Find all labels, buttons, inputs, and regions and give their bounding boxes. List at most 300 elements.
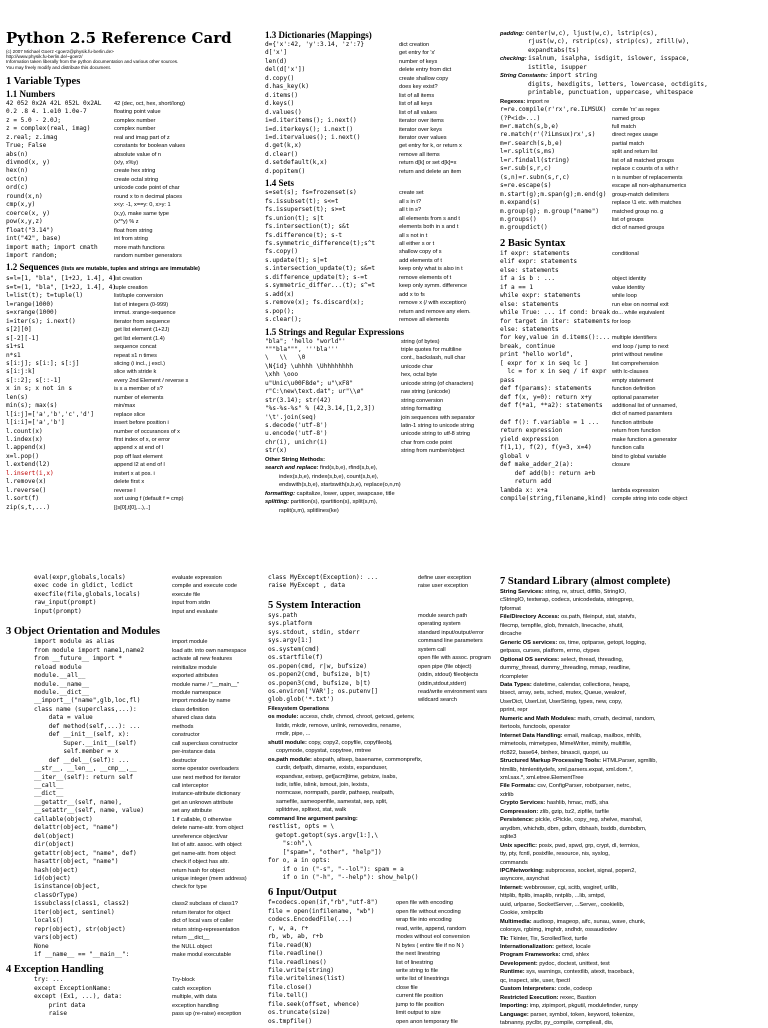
description-cell: empty statement (612, 377, 654, 384)
table-row (265, 397, 497, 405)
table-row (265, 338, 497, 346)
description-cell: matched group no. g (612, 208, 664, 215)
description-cell: pass up (re-raise) exception (172, 1011, 242, 1018)
description-cell: real and imag part of z (114, 134, 170, 141)
list-item: Persistence: pickle, cPickle, copy_reg, shelve, marshal, (500, 817, 643, 824)
code-cell: \xhh \ooo (265, 371, 299, 379)
code-cell: if a == 1 (500, 283, 534, 291)
description-cell: object identity (612, 276, 647, 283)
description-cell: cont., backslash, null char (401, 355, 466, 362)
table-row (6, 301, 264, 309)
code-cell: for target in iter: statements (500, 317, 611, 325)
description-cell: tuple creation (114, 284, 148, 291)
eval-table (34, 574, 266, 616)
code-cell: d.clear() (265, 150, 299, 158)
code-cell: elif expr: statements (500, 258, 578, 266)
code-cell: str(x) (265, 447, 288, 455)
code-cell: s.remove(x); fs.discard(x); (265, 299, 365, 307)
list-item: Custom Interpreters: code, codeop (500, 986, 593, 993)
table-row (500, 487, 764, 495)
description-cell: append x at end of l (114, 445, 164, 452)
code-cell: os.popen(cmd, r|w, bufsize) (268, 662, 368, 670)
table-row (500, 410, 764, 418)
description-cell: evaluate expression (172, 575, 222, 581)
page-title: Python 2.5 Reference Card (6, 29, 232, 47)
table-row (265, 126, 497, 134)
list-item: Data Types: datetime, calendar, collections, heapq, (500, 681, 631, 688)
formatting-methods: formatting: capitalize, lower, upper, swapcase, title (265, 490, 395, 497)
description-cell: hex, octal byte (401, 372, 438, 379)
table-row (6, 461, 264, 469)
description-cell: every 2nd Element / reverse s (114, 377, 189, 384)
code-cell: d.get(k,x) (265, 142, 302, 150)
description-cell: number of elements (114, 394, 164, 401)
code-cell: l=r.split(s,ms) (500, 148, 556, 156)
description-cell: unicode string to utf-8 string (401, 431, 471, 438)
code-cell: d.values() (265, 108, 302, 116)
search-and-replace: search and replace: find(s,b,e), rfind(s,b,e), (265, 465, 378, 472)
code-cell: while expr: statements (500, 292, 581, 300)
code-cell: raise (34, 1010, 68, 1018)
description-cell: pop off last element (114, 453, 163, 460)
code-cell: def f(x, y=0): return x+y (500, 393, 592, 401)
table-row (6, 377, 264, 385)
table-row (34, 599, 266, 607)
table-row (500, 461, 764, 469)
table-row (34, 833, 266, 841)
copyright-notes: (c) 2007 Michael Goerz <goerz@physik.fu-berlin.de> http://www.physik.fu-berlin.de/~goerz/ Information taken liberally from the python documentation and various other sources. You may freely modify and distribute this document. (6, 49, 179, 70)
list-item: checking: isalnum, isalpha, isdigit, islower, isspace, (500, 55, 690, 63)
table-row (265, 316, 497, 324)
table-row (34, 816, 266, 824)
description-cell: unicode string (of characters) (401, 380, 474, 387)
description-cell: function attribute (612, 419, 654, 426)
table-row (500, 334, 764, 342)
table-row (268, 1001, 498, 1009)
code-cell: os.environ['VAR']; os.putenv[] (268, 687, 379, 695)
code-cell: r=re.compile(r'rx',re.ILMSUX) (500, 106, 607, 114)
table-row (268, 582, 498, 590)
code-cell: data = value (34, 714, 93, 722)
code-cell: pow(x,y,z) (6, 218, 43, 226)
code-cell: import random; (6, 251, 58, 259)
code-line: getopt.getopt(sys.argv[1:],\ (268, 831, 379, 839)
class-table (268, 574, 498, 591)
description-cell: all s in t? (399, 198, 422, 205)
description-cell: bind to global variable (612, 453, 667, 460)
table-row (6, 470, 264, 478)
list-item: Development: pydoc, doctest, unittest, test (500, 960, 610, 967)
table-row (6, 117, 264, 125)
description-cell: complex number (114, 117, 156, 124)
description-cell: return and remove any elem. (399, 308, 471, 315)
description-cell: the NULL object (172, 943, 212, 950)
code-line: "s:oh",\ (268, 840, 313, 848)
table-row (34, 723, 266, 731)
table-row (268, 933, 498, 941)
description-cell: get name-attr. from object (172, 850, 236, 857)
code-cell: os.tmpfile() (268, 1017, 313, 1025)
description-cell: wildcard search (418, 697, 457, 704)
code-cell: dir(object) (34, 841, 75, 849)
table-row (6, 159, 264, 167)
code-cell: oct(n) (6, 175, 29, 183)
code-line: if o in ("-s", "--lol"): spam = a (268, 865, 404, 873)
code-cell: s.add(x) (265, 290, 295, 298)
description-cell: string conversion (401, 397, 444, 404)
description-cell: the next linestring (396, 951, 440, 958)
table-row (265, 109, 497, 117)
code-cell: len(s) (6, 393, 29, 401)
table-row (34, 655, 266, 663)
code-cell: lambda x: x+a (500, 486, 548, 494)
table-row (265, 430, 497, 438)
code-cell: file.write(string) (268, 967, 335, 975)
code-cell: print data (34, 1001, 86, 1009)
table-row (6, 335, 264, 343)
table-row (6, 385, 264, 393)
code-cell: file.readline() (268, 950, 324, 958)
description-cell: activate all new features (172, 656, 233, 663)
code-cell: import module as alias (34, 638, 115, 646)
table-row (34, 850, 266, 858)
code-cell: file.seek(offset, whence) (268, 1000, 360, 1008)
code-cell: str(3.14); str(42) (265, 396, 332, 404)
description-cell: dict of local vars of caller (172, 918, 234, 925)
table-row (34, 638, 266, 646)
description-cell: constructor (172, 732, 200, 739)
list-item: tty, pty, fcntl, posixfile, resource, nis, syslog, (500, 851, 610, 858)
list-item: istitle, isupper (528, 63, 587, 71)
table-row (34, 985, 266, 993)
code-cell: execfile(file,globals,locals) (34, 590, 141, 598)
code-cell: else: statements (500, 300, 559, 308)
list-item: printable, punctuation, uppercase, whitespace (528, 89, 694, 97)
code-cell: hex(n) (6, 167, 29, 175)
description-cell: catch exception (172, 985, 211, 992)
code-cell: locals() (34, 917, 64, 925)
splitting-methods: splitting: partition(s), rpartition(s), split(s,m), (265, 499, 378, 506)
description-cell: set any attribute (172, 808, 212, 815)
description-cell: make modul executable (172, 952, 232, 959)
code-cell: d.setdefault(k,x) (265, 159, 328, 167)
description-cell: all t in s? (399, 207, 422, 214)
description-cell: multiple identifiers (612, 335, 657, 342)
table-row (265, 151, 497, 159)
code-cell: m=r.match(s,b,e) (500, 122, 559, 130)
description-cell: for loop (612, 318, 631, 325)
description-cell: unicode char (401, 363, 434, 370)
description-cell: does key exist? (399, 84, 438, 91)
table-row (265, 282, 497, 290)
code-cell: [ expr for x in seq lc ] (500, 359, 589, 367)
table-row (6, 275, 264, 283)
code-cell: m=r.search(s,b,e) (500, 139, 563, 147)
description-cell: with lc-clauses (612, 369, 649, 376)
description-cell: check for type (172, 884, 207, 891)
description-cell: limit output to size (396, 1010, 441, 1017)
list-item: httplib, ftplib, imaplib, nntplib, ...lib, smtpd, (500, 893, 606, 900)
description-cell: close file (396, 984, 418, 991)
table-row (34, 574, 266, 582)
code-cell: lc = for x in seq / if expr (500, 368, 607, 376)
table-row (6, 210, 264, 218)
description-cell: (x**y) % z (114, 219, 139, 226)
section-dictionaries: 1.3 Dictionaries (Mappings) (265, 30, 372, 40)
list-item: Numeric and Math Modules: math, cmath, decimal, random, (500, 715, 656, 722)
section-sets: 1.4 Sets (265, 178, 294, 189)
description-cell: unreference object/var (172, 833, 228, 840)
table-row (268, 942, 498, 950)
table-row (34, 782, 266, 790)
list-item: filecmp, tempfile, glob, fnmatch, linecache, shutil, (500, 622, 624, 629)
section-basic-syntax: 2 Basic Syntax (500, 237, 566, 249)
table-row (500, 318, 764, 326)
code-cell: coerce(x, y) (6, 209, 51, 217)
description-cell: iterator over items (399, 118, 444, 125)
code-cell: module.__name__ (34, 680, 90, 688)
table-row (34, 900, 266, 908)
list-item: dummy_thread, dummy_threading, mmap, readline, (500, 665, 631, 672)
code-cell: u"Unic\u00F8de"; u"\xF8" (265, 379, 354, 387)
code-cell: reload module (34, 663, 82, 671)
code-cell: module.__dict__ (34, 688, 90, 696)
table-row (265, 215, 497, 223)
table-row (268, 637, 498, 645)
table-row (34, 875, 266, 883)
description-cell: reinitialize module (172, 664, 217, 671)
code-cell: z = complex(real, imag) (6, 125, 91, 133)
description-cell: wrap file into encoding (396, 917, 452, 924)
table-row (268, 663, 498, 671)
code-cell: l.index(x) (6, 436, 43, 444)
table-row (34, 608, 266, 616)
section-variable-types: 1 Variable Types (6, 75, 81, 87)
table-row (265, 142, 497, 150)
description-cell: delete first x (114, 479, 145, 486)
code-cell: s=r.sub(s,r,c) (500, 165, 552, 173)
code-cell: l.append(x) (6, 444, 47, 452)
table-row (6, 309, 264, 317)
code-cell: raw_input(prompt) (34, 599, 97, 607)
table-row (500, 495, 764, 503)
code-cell: i=d.iterkeys(); i.next() (265, 125, 354, 133)
code-cell: Super.__init__(self) (34, 739, 137, 747)
table-row (6, 444, 264, 452)
description-cell: sort using f (default f = cmp) (114, 496, 184, 503)
table-row (500, 174, 764, 182)
table-row (268, 1009, 498, 1017)
code-cell: from module import name1,name2 (34, 646, 145, 654)
table-row (34, 824, 266, 832)
table-row (265, 414, 497, 422)
description-cell: is x a member of s? (114, 386, 163, 393)
description-cell: get list element (1.4) (114, 335, 165, 342)
table-row (34, 934, 266, 942)
code-cell: for key,value in d.items():... (500, 334, 611, 342)
description-cell: list of all values (399, 109, 437, 116)
column-1 (6, 30, 264, 564)
table-row (268, 984, 498, 992)
description-cell: absolute value of n (114, 151, 161, 158)
list-item: Structured Markup Processing Tools: HTMLParser, sgmllib, (500, 758, 657, 765)
description-cell: instert x at pos. i (114, 470, 155, 477)
code-line: if o in ("-h", "--help"): show_help() (268, 873, 419, 881)
description-cell: return string-representation (172, 926, 240, 933)
code-cell: d.has_key(k) (265, 83, 310, 91)
table-row (6, 428, 264, 436)
description-cell: direct regex usage (612, 132, 659, 139)
description-cell: read/write environment vars (418, 688, 488, 695)
code-cell: s[2][0] (6, 326, 32, 334)
description-cell: list of attr. assoc. with object (172, 842, 242, 849)
description-cell: return and delete an item (399, 168, 462, 175)
description-cell: random number generators (114, 252, 182, 259)
exception-table (34, 976, 266, 1018)
description-cell: triple quotes for multiline (401, 346, 462, 353)
code-cell: d['x'] (265, 49, 288, 57)
description-cell: replace slice (114, 411, 146, 418)
table-row (6, 184, 264, 192)
table-row (265, 198, 497, 206)
table-row (265, 159, 497, 167)
table-row (265, 265, 497, 273)
code-cell: fs.intersection(t); s&t (265, 223, 350, 231)
description-cell: raw string (unicode) (401, 389, 451, 396)
code-cell: os.popen3(cmd, bufsize, b|t) (268, 679, 371, 687)
system-table (268, 612, 498, 705)
numbers-table (6, 100, 264, 261)
code-line: for o, a in opts: (268, 857, 331, 865)
table-row (265, 308, 497, 316)
table-row (6, 487, 264, 495)
table-row (6, 142, 264, 150)
list-item: rfc822, base64, binhex, binascii, quopri, uu (500, 749, 609, 756)
code-cell: i=iter(s); i.next() (6, 317, 76, 325)
table-row (500, 453, 764, 461)
description-cell: per-instance data (172, 749, 216, 756)
table-row (265, 58, 497, 66)
code-cell: global v (500, 452, 530, 460)
list-item: colorsys, rgbimg, imghdr, sndhdr, ossaudiodev (500, 927, 617, 934)
getopt-code (268, 823, 498, 882)
table-row (6, 284, 264, 292)
list-item: pprint, repr (500, 707, 528, 714)
list-item: mimetools, mimetypes, MimeWriter, mimify, multifile, (500, 741, 632, 748)
table-row (268, 688, 498, 696)
description-cell: all elements from s and t (399, 215, 460, 222)
code-cell: min(s); max(s) (6, 402, 58, 410)
code-cell: def add(b): return a+b (500, 469, 596, 477)
description-cell: import module (172, 639, 208, 646)
description-cell: slicing (i incl., j excl.) (114, 360, 165, 367)
code-cell: getattr(object, "name", def) (34, 849, 137, 857)
code-cell: l[i:i]=['a','b'] (6, 419, 65, 427)
code-cell: l.remove(x) (6, 478, 47, 486)
description-cell: modes without eol conversion (396, 934, 470, 941)
list-item: bisect, array, sets, sched, mutex, Queue, weakref, (500, 690, 627, 697)
description-cell: min/max (114, 403, 136, 410)
list-item: xml.sax.*, xml.etree.ElementTree (500, 774, 584, 781)
table-row (6, 134, 264, 142)
description-cell: number of occurances of x (114, 428, 180, 435)
description-cell: x<y: -1, x==y: 0, x>y: 1 (114, 202, 171, 209)
regex-header: Regexes: import re (500, 98, 550, 105)
description-cell: conditional (612, 250, 639, 257)
description-cell: lambda expression (612, 487, 659, 494)
section-standard-library: 7 Standard Library (almost complete) (500, 576, 671, 587)
table-row (500, 216, 764, 224)
description-cell: list of integers (0-999) (114, 301, 169, 308)
code-cell: sys.platform (268, 620, 313, 628)
code-cell: __import__("name",glb,loc,fl) (34, 697, 141, 705)
table-row (34, 807, 266, 815)
description-cell: group-match delimiters (612, 191, 669, 198)
description-cell: partial match (612, 140, 645, 147)
table-row (34, 591, 266, 599)
table-row (500, 427, 764, 435)
description-cell: dict of named groups (612, 225, 665, 232)
description-cell: return __dict__ (172, 935, 210, 942)
description-cell: reverse l (114, 487, 136, 494)
table-row (34, 1002, 266, 1010)
table-row (268, 916, 498, 924)
code-cell: while True: ... if cond: break (500, 309, 611, 317)
code-cell: 0.2 .8 4. 1.e10 1.0e-7 (6, 108, 87, 116)
description-cell: 42 (dec, oct, hex, short/long) (114, 100, 185, 107)
description-cell: replace c counts of s with r (612, 166, 679, 173)
code-cell: f(1,1), f(2), f(y=3, x=4) (500, 444, 592, 452)
description-cell: full match (612, 123, 636, 130)
code-cell: glob.glob('*.txt') (268, 696, 335, 704)
table-row (500, 436, 764, 444)
code-cell: l=r.findall(string) (500, 156, 570, 164)
list-item: IPC/Networking: subprocess, socket, signal, popen2, (500, 867, 636, 874)
code-cell: u.encode('utf-8') (265, 430, 328, 438)
description-cell: list of groups (612, 216, 644, 223)
list-item: Compression: zlib, gzip, bz2, zipfile, tarfile (500, 808, 610, 815)
description-cell: open file with encoding (396, 900, 453, 907)
table-row (268, 992, 498, 1000)
description-cell: string from number/object (401, 448, 465, 455)
list-item: tabnanny, pyclbr, py_compile, compileall, dis, (500, 1020, 614, 1027)
description-cell: current file position (396, 993, 443, 1000)
table-row (265, 380, 497, 388)
code-cell: delattr(object, "name") (34, 824, 119, 832)
table-row (265, 66, 497, 74)
table-row (268, 967, 498, 975)
column-3-top (500, 30, 764, 564)
description-cell: raise user exception (418, 583, 469, 590)
description-cell: write list of linestrings (396, 976, 450, 983)
code-cell: file.read(N) (268, 941, 313, 949)
section-exception-handling: 4 Exception Handling (6, 964, 104, 976)
table-row (265, 117, 497, 125)
table-row (6, 326, 264, 334)
table-row (6, 504, 264, 512)
description-cell: return from function (612, 428, 661, 435)
description-cell: list of linestring (396, 959, 433, 966)
table-row (34, 976, 266, 984)
list-item: Internet: webbrowser, cgi, scitb, wsgiref, urllib, (500, 884, 618, 891)
table-row (34, 647, 266, 655)
list-item: rjust(w,c), rstrip(cs), strip(cs), zfill(w), (528, 38, 690, 46)
table-row (500, 343, 764, 351)
table-row (6, 419, 264, 427)
code-cell: zip(s,t,...) (6, 503, 51, 511)
list-item: Tk: Tkinter, Tix, ScrolledText, turtle (500, 935, 588, 942)
table-row (500, 131, 764, 139)
